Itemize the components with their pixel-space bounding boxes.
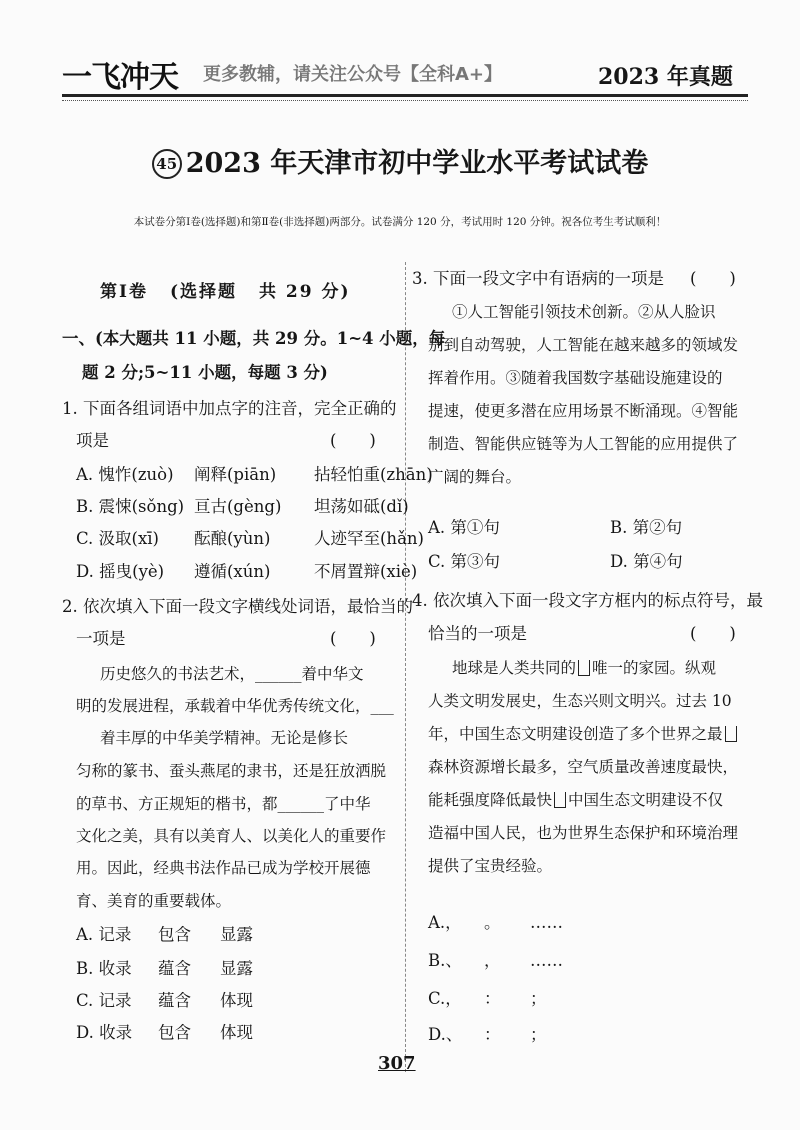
q2-passage-line: 明的发展进程，承载着中华优秀传统文化，___	[76, 697, 394, 715]
q2-passage-line: 历史悠久的书法艺术，______着中华文	[100, 665, 364, 683]
q4-passage-line: 森林资源增长最多，空气质量改善速度最快，	[428, 758, 739, 776]
q4-paren: ( )	[690, 624, 736, 643]
q3-passage-line: 广阔的舞台。	[428, 468, 522, 486]
q4-passage-line: 年，中国生态文明建设创造了多个世界之最	[428, 717, 739, 751]
punctuation-box	[725, 726, 737, 742]
q3-passage-line: 别到自动驾驶，人工智能在越来越多的领域发	[428, 336, 739, 354]
header-rule	[62, 94, 748, 97]
q4-stem-line1: 4. 依次填入下面一段文字方框内的标点符号，最	[412, 591, 763, 610]
q4-option-c[interactable]: C.， ： ；	[428, 989, 547, 1008]
q2-stem-line2: 一项是	[76, 629, 126, 648]
q3-option-b[interactable]: B. 第②句	[610, 518, 683, 537]
section-intro-line2: 题 2 分;5~11 小题，每题 3 分)	[82, 363, 328, 382]
q1-stem-line2: 项是	[76, 431, 109, 450]
title-text: 2023 年天津市初中学业水平考试试卷	[185, 148, 649, 179]
q3-option-a[interactable]: A. 第①句	[428, 518, 500, 537]
q4-option-b[interactable]: B.、 ， ……	[428, 951, 563, 970]
q2-passage-line: 用。因此，经典书法作品已成为学校开展德	[76, 859, 371, 877]
q1-option-b[interactable]: B. 震悚(sǒng) 亘古(gèng) 坦荡如砥(dǐ)	[76, 497, 409, 516]
q4-passage-line: 人类文明发展史，生态兴则文明兴。过去 10	[428, 692, 732, 710]
instructions: 本试卷分第Ⅰ卷(选择题)和第Ⅱ卷(非选择题)两部分。试卷满分 120 分，考试用时 120 分钟。祝各位考生考试顺利！	[133, 216, 667, 228]
q4-passage-line: 造福中国人民，也为世界生态保护和环境治理	[428, 824, 739, 842]
q2-option-d[interactable]: D. 收录 包含 体现	[76, 1023, 253, 1042]
section-title: 第Ⅰ卷 (选择题 共 29 分)	[100, 282, 351, 302]
q4-option-a[interactable]: A.， 。 ……	[428, 913, 563, 932]
q2-passage-line: 文化之美，具有以美育人、以美化人的重要作	[76, 827, 387, 845]
q1-paren: ( )	[330, 431, 376, 450]
q3-stem: 3. 下面一段文字中有语病的一项是	[412, 269, 664, 288]
q4-passage-line: 地球是人类共同的 唯一的家园。纵观	[452, 659, 717, 677]
q4-stem-line2: 恰当的一项是	[428, 624, 527, 643]
q2-stem-line1: 2. 依次填入下面一段文字横线处词语，最恰当的	[62, 597, 413, 616]
q3-option-d[interactable]: D. 第④句	[610, 552, 683, 571]
column-divider	[405, 262, 406, 1072]
q2-option-a[interactable]: A. 记录 包含 显露	[76, 925, 253, 944]
section-intro-line1: 一、(本大题共 11 小题，共 29 分。1~4 小题，每	[62, 329, 446, 348]
q1-option-c[interactable]: C. 汲取(xī) 酝酿(yùn) 人迹罕至(hǎn)	[76, 529, 424, 548]
q3-passage-line: 制造、智能供应链等为人工智能的应用提供了	[428, 435, 739, 453]
brand-logo: 一飞冲天	[62, 60, 178, 95]
q3-passage-line: 提速，使更多潜在应用场景不断涌现。④智能	[428, 402, 739, 420]
header-tagline: 更多教辅，请关注公众号【全科A+】	[203, 64, 503, 85]
q1-option-a[interactable]: A. 愧怍(zuò) 阐释(piān) 拈轻怕重(zhān)	[76, 465, 433, 484]
q3-passage-line: ①人工智能引领技术创新。②从人脸识	[452, 303, 716, 321]
q1-option-d[interactable]: D. 摇曳(yè) 遵循(xún) 不屑置辩(xiè)	[76, 562, 418, 581]
q2-option-c[interactable]: C. 记录 蕴含 体现	[76, 991, 253, 1010]
page-number: 307	[378, 1053, 416, 1074]
page-title	[0, 141, 800, 180]
q2-option-b[interactable]: B. 收录 蕴含 显露	[76, 959, 253, 978]
q2-paren: ( )	[330, 629, 376, 648]
q3-passage-line: 挥着作用。③随着我国数字基础设施建设的	[428, 369, 723, 387]
q3-option-c[interactable]: C. 第③句	[428, 552, 501, 571]
q1-stem-line1: 1. 下面各组词语中加点字的注音，完全正确的	[62, 399, 397, 418]
punctuation-box	[578, 660, 590, 676]
q2-passage-line: 着丰厚的中华美学精神。无论是修长	[100, 729, 349, 747]
punctuation-box	[554, 792, 566, 808]
q4-passage-line: 能耗强度降低最快 中国生态文明建设不仅	[428, 791, 724, 809]
year-tag: 2023 年真题	[598, 64, 733, 90]
q2-passage-line: 的草书、方正规矩的楷书，都______了中华	[76, 795, 371, 813]
q4-option-d[interactable]: D.、 ： ；	[428, 1025, 547, 1044]
header-rule-dotted	[62, 100, 748, 101]
paper-number: 45	[152, 149, 182, 179]
q4-passage-line: 提供了宝贵经验。	[428, 857, 553, 875]
q2-passage-line: 匀称的篆书、蚕头燕尾的隶书，还是狂放洒脱	[76, 762, 387, 780]
q3-paren: ( )	[690, 269, 736, 288]
q2-passage-line: 育、美育的重要载体。	[76, 892, 232, 910]
